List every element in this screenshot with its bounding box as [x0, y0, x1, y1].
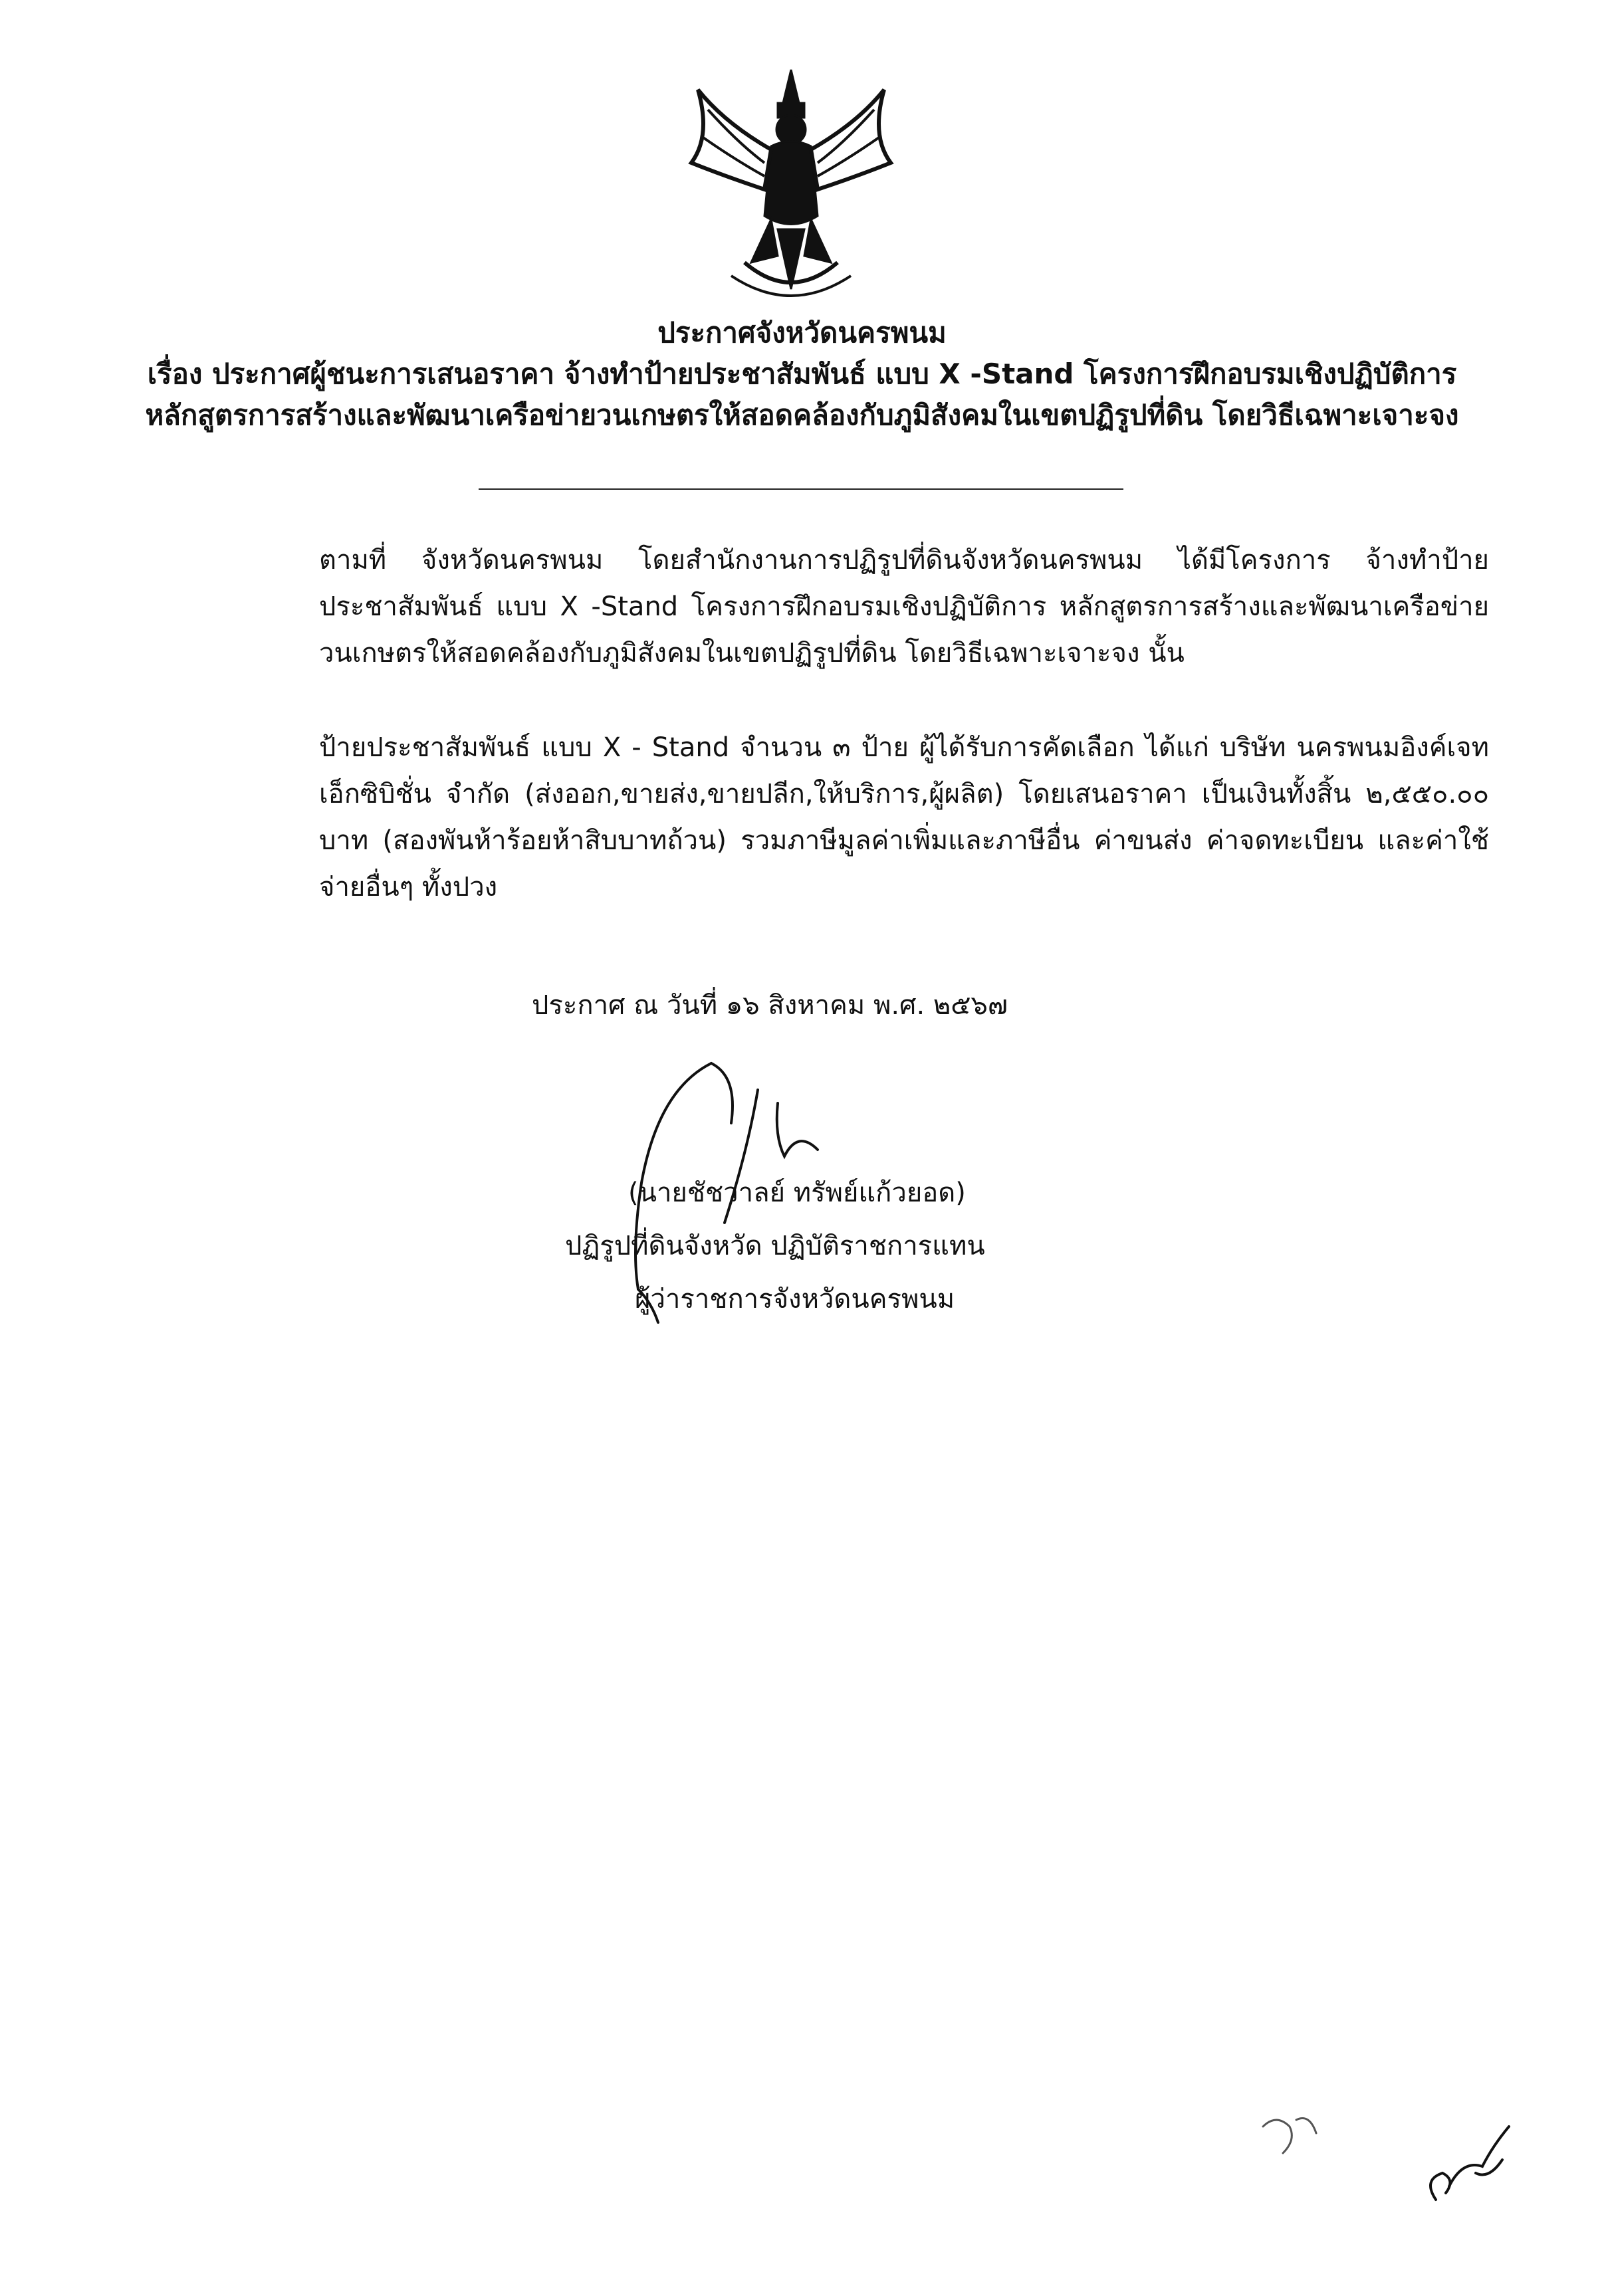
signatory-name: (นายชัชวาลย์ ทรัพย์แก้วยอด): [628, 1178, 966, 1208]
signatory-position-2: ผู้ว่าราชการจังหวัดนครพนม: [635, 1284, 955, 1314]
body-paragraph-2: ป้ายประชาสัมพันธ์ แบบ X - Stand จำนวน ๓ ป้าย ผู้ได้รับการคัดเลือก ได้แก่ บริษัท นครพนมอิงค์เจท เอ็กซิบิชั่น จำกัด (ส่งออก,ขายส่ง,ขายปลีก,ให้บริการ,ผู้ผลิต) โดยเสนอราคา เป็นเงินทั้งสิ้น ๒,๕๕๐.๐๐ บาท (สองพันห้าร้อยห้าสิบบาทถ้วน) รวมภาษีมูลค่าเพิ่มและภาษีอื่น ค่าขนส่ง ค่าจดทะเบียน และค่าใช้จ่ายอื่นๆ ทั้งปวง: [319, 732, 1489, 902]
header-divider: [479, 488, 1123, 490]
announcement-date: ประกาศ ณ วันที่ ๑๖ สิงหาคม พ.ศ. ๒๕๖๗: [532, 990, 1008, 1021]
garuda-emblem-icon: [678, 63, 904, 309]
body-paragraph-1: ตามที่ จังหวัดนครพนม โดยสำนักงานการปฏิรูปที่ดินจังหวัดนครพนม ได้มีโครงการ จ้างทำป้ายประชาสัมพันธ์ แบบ X -Stand โครงการฝึกอบรมเชิงปฏิบัติการ หลักสูตรการสร้างและพัฒนาเครือข่ายวนเกษตรให้สอดคล้องกับภูมิสังคมในเขตปฏิรูปที่ดิน โดยวิธีเฉพาะเจาะจง นั้น: [319, 545, 1489, 669]
handwritten-initials-icon: [1250, 2087, 1529, 2220]
signatory-position-1: ปฏิรูปที่ดินจังหวัด ปฏิบัติราชการแทน: [565, 1231, 985, 1261]
subject-line-2: หลักสูตรการสร้างและพัฒนาเครือข่ายวนเกษตรให้สอดคล้องกับภูมิสังคมในเขตปฏิรูปที่ดิน โดยวิธีเฉพาะเจาะจง: [145, 399, 1459, 431]
subject-line-1: เรื่อง ประกาศผู้ชนะการเสนอราคา จ้างทำป้ายประชาสัมพันธ์ แบบ X -Stand โครงการฝึกอบรมเชิงปฏิบัติการ: [147, 358, 1457, 390]
signatory-block: [565, 1166, 985, 1326]
document-header: [133, 312, 1471, 436]
org-title: ประกาศจังหวัดนครพนม: [657, 316, 947, 349]
